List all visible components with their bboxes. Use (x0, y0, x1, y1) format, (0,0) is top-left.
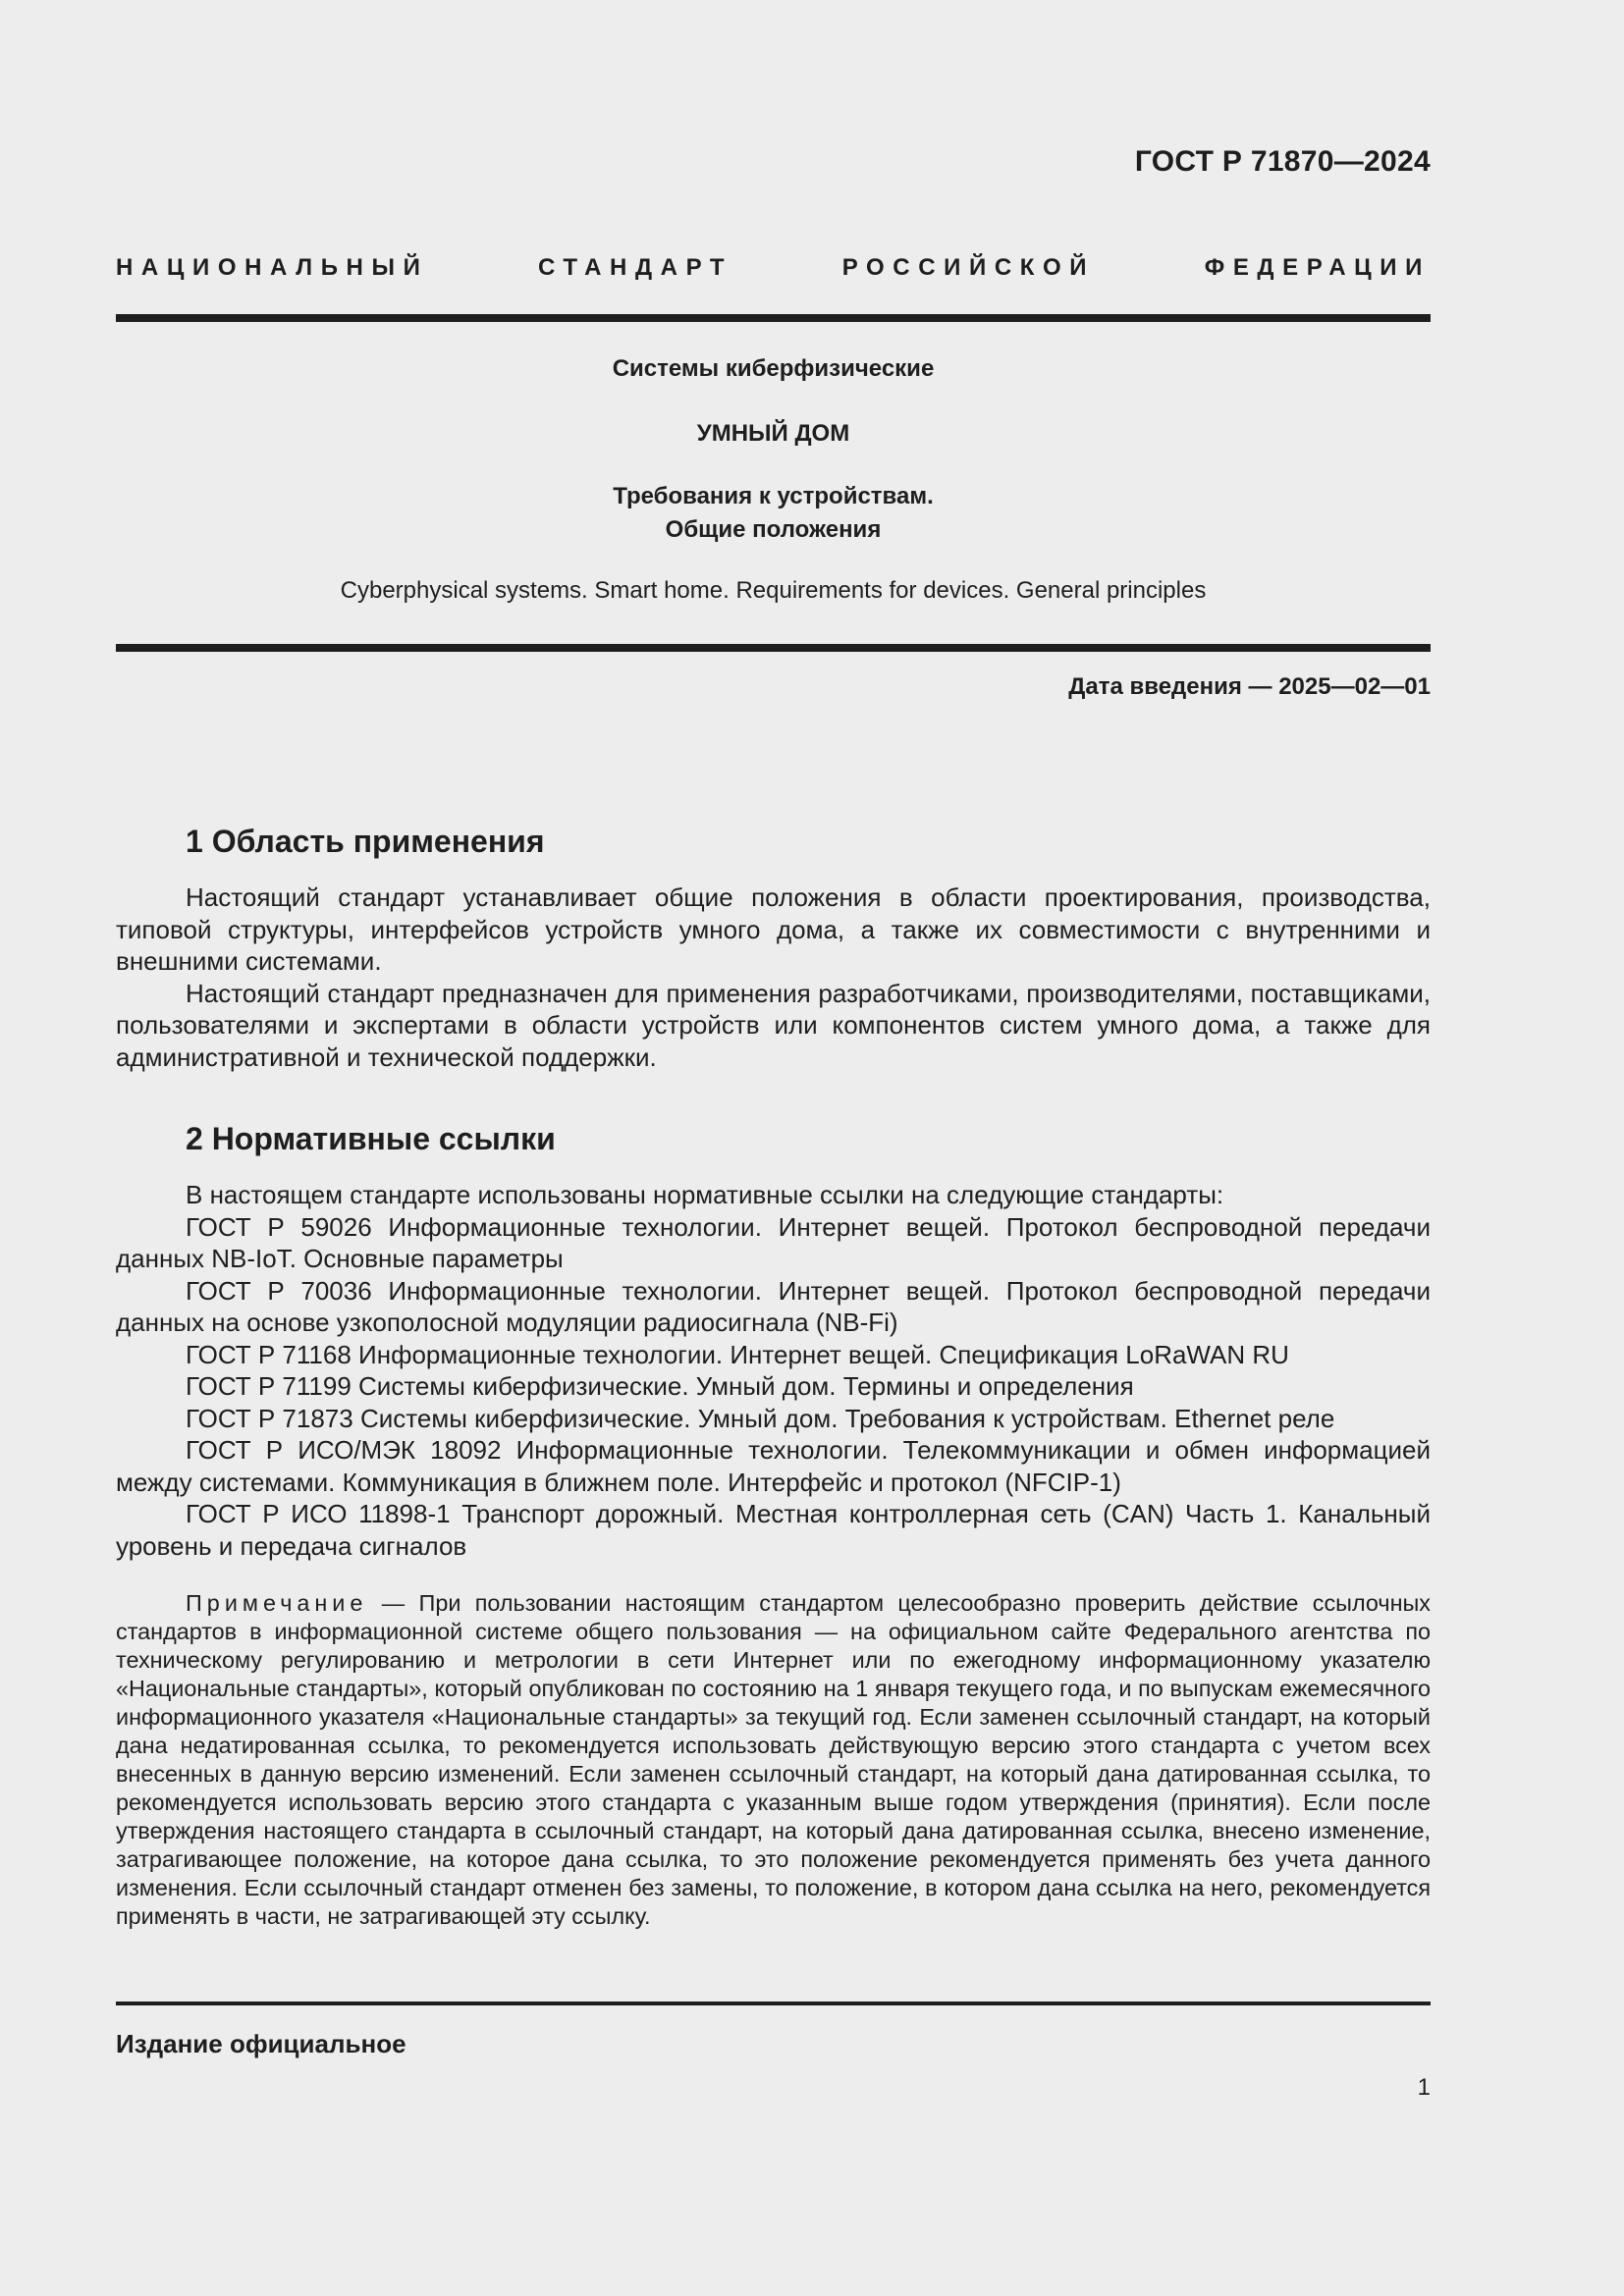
note-text: — При пользовании настоящим стандартом целесообразно проверить действие ссылочных стандартов в информационной системе общего пользования — на официальном сайте Федерального агентства по техническому регулированию и метрологии в сети Интернет или по ежегодному информационному указателю «Национальные стандарты», который опубликован по состоянию на 1 января текущего года, и по выпускам ежемесячного информационного указателя «Национальные стандарты» за текущий год. Если заменен ссылочный стандарт, на который дана недатированная ссылка, то рекомендуется использовать действующую версию этого стандарта с учетом всех внесенных в данную версию изменений. Если заменен ссылочный стандарт, на который дана датированная ссылка, то рекомендуется использовать версию этого стандарта с указанным выше годом утверждения (принятия). Если после утверждения настоящего стандарта в ссылочный стандарт, на который дана датированная ссылка, внесено изменение, затрагивающее положение, на которое дана ссылка, то это положение рекомендуется применять без учета данного изменения. Если ссылочный стандарт отменен без замены, то положение, в котором дана ссылка на него, рекомендуется применять в части, не затрагивающей эту ссылку. (116, 1590, 1431, 1929)
note-label: Примечание (186, 1590, 368, 1616)
title-line-3b: Общие положения (665, 516, 882, 543)
section-1-body (116, 881, 1431, 1073)
national-standard-banner: НАЦИОНАЛЬНЫЙ СТАНДАРТ РОССИЙСКОЙ ФЕДЕРАЦИИ (116, 254, 1431, 281)
reference-item: ГОСТ Р ИСО/МЭК 18092 Информационные технологии. Телекоммуникации и обмен информацией между системами. Коммуникация в ближнем поле. Интерфейс и протокол (NFCIP-1) (116, 1435, 1431, 1497)
reference-item: ГОСТ Р 59026 Информационные технологии. Интернет вещей. Протокол беспроводной передачи данных NB-IoT. Основные параметры (116, 1211, 1431, 1273)
official-edition-label: Издание официальное (116, 2029, 406, 2058)
reference-item: ГОСТ Р 71168 Информационные технологии. Интернет вещей. Спецификация LoRaWAN RU (186, 1339, 1289, 1369)
reference-item: ГОСТ Р 70036 Информационные технологии. Интернет вещей. Протокол беспроводной передачи данных на основе узкополосной модуляции радиосигнала (NB-Fi) (116, 1275, 1431, 1337)
title-line-1: Системы киберфизические (612, 355, 935, 382)
section-2-intro: В настоящем стандарте использованы нормативные ссылки на следующие стандарты: (186, 1180, 1224, 1209)
section-1-paragraph: Настоящий стандарт предназначен для применения разработчиками, производителями, поставщиками, пользователями и экспертами в области устройств или компонентов систем умного дома, а также для административной и технической поддержки. (116, 978, 1431, 1072)
reference-item: ГОСТ Р 71873 Системы киберфизические. Умный дом. Требования к устройствам. Ethernet реле (186, 1403, 1335, 1433)
document-number: ГОСТ Р 71870—2024 (1134, 145, 1431, 178)
reference-item: ГОСТ Р 71199 Системы киберфизические. Умный дом. Термины и определения (186, 1371, 1134, 1401)
top-divider (116, 314, 1431, 322)
title-line-2: УМНЫЙ ДОМ (696, 420, 850, 447)
section-2-note (116, 1589, 1431, 1931)
section-2-heading: 2 Нормативные ссылки (186, 1121, 556, 1156)
english-title: Cyberphysical systems. Smart home. Requirements for devices. General principles (340, 577, 1207, 604)
page-number: 1 (1417, 2074, 1431, 2101)
title-bottom-divider (116, 644, 1431, 652)
reference-item: ГОСТ Р ИСО 11898-1 Транспорт дорожный. Местная контроллерная сеть (CAN) Часть 1. Канальный уровень и передача сигналов (116, 1499, 1431, 1561)
footer-divider (116, 2002, 1431, 2005)
section-1-paragraph: Настоящий стандарт устанавливает общие положения в области проектирования, производства, типовой структуры, интерфейсов устройств умного дома, а также их совместимости с внутренними и внешними системами. (116, 882, 1431, 976)
section-1-heading: 1 Область применения (186, 824, 545, 859)
introduction-date: Дата введения — 2025—02—01 (1068, 673, 1431, 700)
title-line-3a: Требования к устройствам. (613, 483, 934, 509)
section-2-body (116, 1179, 1431, 1562)
